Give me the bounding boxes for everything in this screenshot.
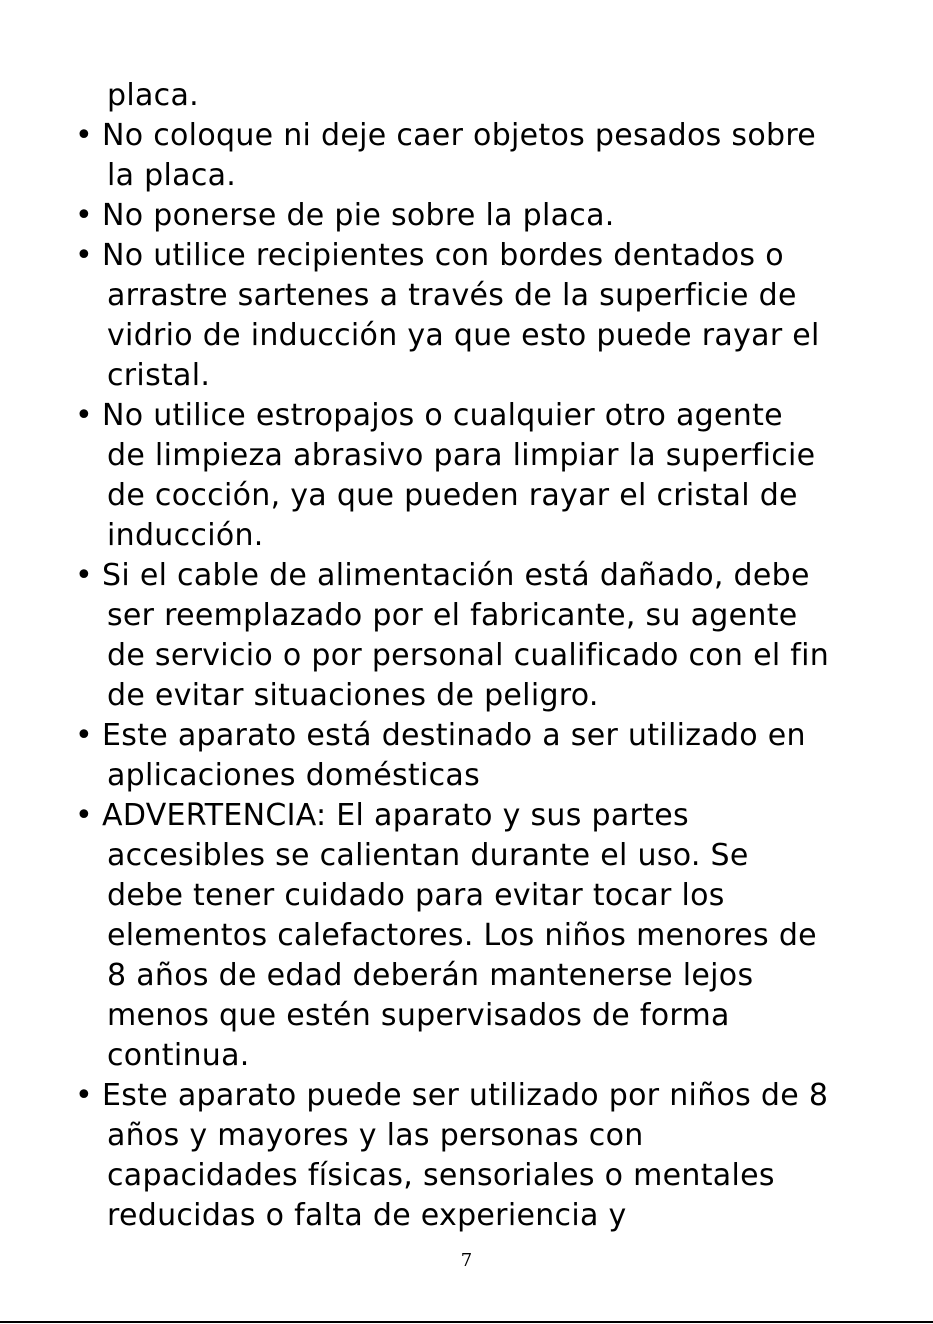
bullet-text-line: Si el cable de alimentación está dañado, debe: [102, 558, 810, 593]
bullet-text-line: elementos calefactores. Los niños menores de: [107, 918, 817, 953]
bullet-text-line: 8 años de edad deberán mantenerse lejos: [107, 958, 754, 993]
bullet-item-damaged-cable: [72, 556, 872, 716]
bullet-text-line: Este aparato está destinado a ser utilizado en: [102, 718, 806, 753]
bullet-item-jagged-containers: [72, 236, 872, 396]
bullet-dot: •: [75, 558, 93, 593]
bullet-text-line: inducción.: [107, 518, 264, 553]
bullet-dot: •: [75, 798, 93, 833]
bullet-text-line: aplicaciones domésticas: [107, 758, 481, 793]
bullet-text-line: Este aparato puede ser utilizado por niños de 8: [102, 1078, 829, 1113]
bullet-dot: •: [75, 198, 93, 233]
bullet-item-children-use: [72, 1076, 872, 1236]
bullet-text-line: No coloque ni deje caer objetos pesados sobre: [102, 118, 817, 153]
bullet-text-line: menos que estén supervisados de forma: [107, 998, 730, 1033]
bullet-text-line: de evitar situaciones de peligro.: [107, 678, 599, 713]
bullet-text-line: reducidas o falta de experiencia y: [107, 1198, 627, 1233]
bottom-border-line: [0, 1321, 933, 1323]
safety-bullet-list: [72, 116, 872, 1236]
bullet-text-line: arrastre sartenes a través de la superficie de: [107, 278, 797, 313]
bullet-dot: •: [75, 238, 93, 273]
bullet-item-no-standing: [72, 196, 872, 236]
bullet-text-line: debe tener cuidado para evitar tocar los: [107, 878, 725, 913]
bullet-dot: •: [75, 718, 93, 753]
bullet-text-line: capacidades físicas, sensoriales o mentales: [107, 1158, 775, 1193]
page-number: 7: [460, 1250, 473, 1271]
continued-line: placa.: [107, 78, 199, 113]
bullet-item-warning-hot-parts: [72, 796, 872, 1076]
bullet-text-line: cristal.: [107, 358, 211, 393]
bullet-item-domestic-use: [72, 716, 872, 796]
bullet-text-line: ser reemplazado por el fabricante, su agente: [107, 598, 798, 633]
bullet-text-line: vidrio de inducción ya que esto puede rayar el: [107, 318, 820, 353]
bullet-text-line: accesibles se calientan durante el uso. Se: [107, 838, 749, 873]
bullet-item-heavy-objects: [72, 116, 872, 196]
bullet-text-line: No utilice estropajos o cualquier otro agente: [102, 398, 783, 433]
bullet-text-line: No utilice recipientes con bordes dentados o: [102, 238, 784, 273]
bullet-text-line: la placa.: [107, 158, 237, 193]
bullet-text-line: de cocción, ya que pueden rayar el cristal de: [107, 478, 798, 513]
bullet-dot: •: [75, 118, 93, 153]
bullet-dot: •: [75, 398, 93, 433]
bullet-text-line: continua.: [107, 1038, 250, 1073]
bullet-text-line: de servicio o por personal cualificado con el fin: [107, 638, 830, 673]
bullet-item-abrasive-cleaners: [72, 396, 872, 556]
bullet-dot: •: [75, 1078, 93, 1113]
bullet-text-line: de limpieza abrasivo para limpiar la superficie: [107, 438, 816, 473]
bullet-text-line: No ponerse de pie sobre la placa.: [102, 198, 615, 233]
bullet-text-line: años y mayores y las personas con: [107, 1118, 644, 1153]
bullet-text-line: ADVERTENCIA: El aparato y sus partes: [102, 798, 689, 833]
